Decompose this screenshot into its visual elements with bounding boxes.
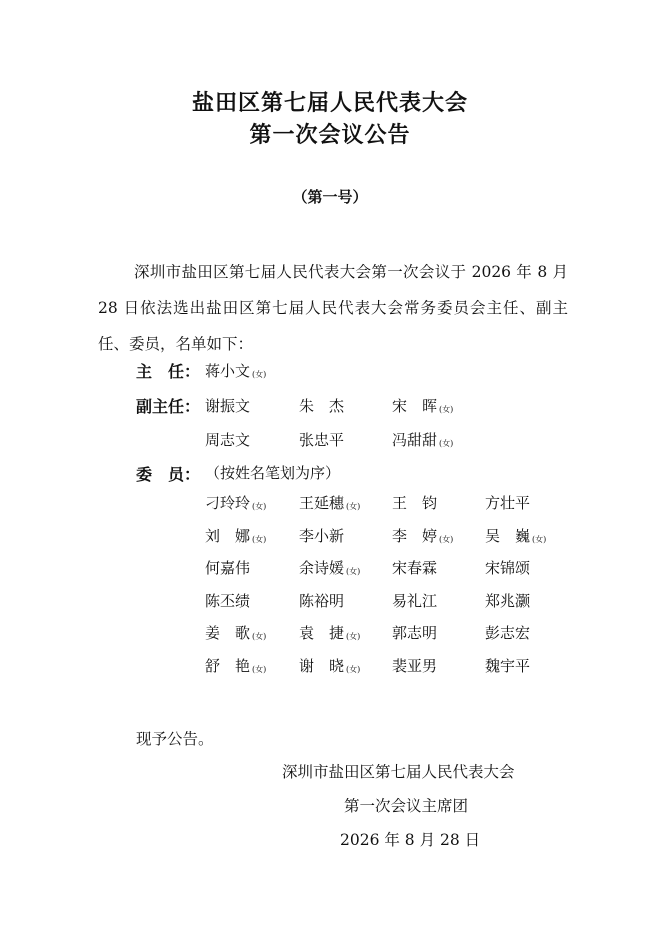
- person-name-text: 郭志明: [392, 624, 438, 642]
- person-name: [205, 655, 266, 676]
- person-name-text: 宋 晖: [392, 397, 438, 415]
- female-marker: (女): [439, 405, 454, 414]
- female-marker: (女): [252, 632, 267, 641]
- person-name: [392, 655, 437, 676]
- person-name: [205, 395, 250, 416]
- person-name: [205, 622, 266, 643]
- person-name-text: 谢 晓: [299, 656, 345, 675]
- person-name-text: 冯甜甜: [392, 431, 438, 449]
- signature-date: 2026 年 8 月 28 日: [340, 831, 481, 849]
- person-name-text: 宋锦颂: [485, 559, 531, 577]
- person-name: [299, 557, 360, 578]
- person-name-text: 魏宇平: [485, 656, 531, 675]
- female-marker: (女): [439, 439, 454, 448]
- female-marker: (女): [439, 534, 454, 544]
- person-name-text: 姜 歌: [205, 624, 251, 642]
- person-name: [299, 655, 360, 676]
- person-name: [299, 590, 344, 611]
- person-name: [392, 395, 453, 416]
- person-name: [392, 429, 453, 450]
- person-name-text: 陈丕绩: [205, 591, 251, 610]
- person-name: [485, 557, 530, 578]
- person-name: [485, 525, 546, 546]
- person-name: [485, 655, 530, 676]
- female-marker: (女): [252, 502, 267, 511]
- person-name-text: 李小新: [299, 526, 345, 545]
- person-name: [299, 492, 360, 513]
- person-name: [299, 395, 344, 416]
- person-name-text: 周志文: [205, 431, 251, 449]
- person-name: [299, 429, 344, 450]
- signature-org: 深圳市盐田区第七届人民代表大会: [282, 763, 515, 781]
- person-name: [205, 429, 250, 450]
- members-label: 委 员：: [136, 465, 201, 484]
- person-name: [485, 622, 530, 643]
- person-name: [392, 557, 437, 578]
- deputy-director-label: 副主任：: [136, 397, 201, 416]
- person-name-text: 蒋小文: [205, 362, 251, 380]
- person-name: [205, 492, 266, 513]
- person-name-text: 何嘉伟: [205, 559, 251, 577]
- person-name-text: 张忠平: [299, 431, 345, 449]
- person-name: [299, 622, 360, 643]
- female-marker: (女): [532, 534, 547, 544]
- title-line-2: 第一次会议公告: [249, 123, 411, 148]
- person-name-text: 易礼江: [392, 591, 438, 610]
- person-name-text: 王 钧: [392, 494, 438, 512]
- person-name: [205, 557, 250, 578]
- person-name: [299, 525, 344, 546]
- person-name-text: 袁 捷: [299, 624, 345, 642]
- person-name-text: 方壮平: [485, 494, 531, 512]
- person-name-text: 裴亚男: [392, 656, 438, 675]
- person-name: [392, 590, 437, 611]
- person-name: [392, 525, 453, 546]
- closing-text: 现予公告。: [136, 730, 214, 748]
- person-name-text: 余诗媛: [299, 559, 345, 577]
- person-name: [205, 590, 250, 611]
- female-marker: (女): [252, 370, 267, 379]
- person-name-text: 陈裕明: [299, 591, 345, 610]
- female-marker: (女): [252, 534, 267, 544]
- person-name-text: 吴 巍: [485, 526, 531, 545]
- person-name-text: 刁玲玲: [205, 494, 251, 512]
- person-name-text: 舒 艳: [205, 656, 251, 675]
- person-name-text: 彭志宏: [485, 624, 531, 642]
- female-marker: (女): [346, 502, 361, 511]
- female-marker: (女): [346, 567, 361, 576]
- announcement-body: 深圳市盐田区第七届人民代表大会第一次会议于 2026 年 8 月 28 日依法选出盐田区第七届人民代表大会常务委员会主任、副主任、委员，名单如下：: [98, 263, 568, 353]
- person-name-text: 朱 杰: [299, 397, 345, 415]
- person-name-text: 谢振文: [205, 397, 251, 415]
- person-name-text: 王延穗: [299, 494, 345, 512]
- person-name-text: 宋春霖: [392, 559, 438, 577]
- person-name: [485, 492, 530, 513]
- members-order-note: （按姓名笔划为序）: [205, 464, 341, 482]
- person-name-text: 刘 娜: [205, 526, 251, 545]
- person-name-text: 李 婷: [392, 526, 438, 545]
- female-marker: (女): [346, 632, 361, 641]
- signature-presidium: 第一次会议主席团: [344, 797, 469, 815]
- person-name: [485, 590, 530, 611]
- person-name: [392, 492, 437, 513]
- person-name: [205, 525, 266, 546]
- female-marker: (女): [252, 664, 267, 674]
- female-marker: (女): [346, 664, 361, 674]
- director-label: 主 任：: [136, 362, 201, 381]
- person-name: [205, 360, 266, 381]
- person-name: [392, 622, 437, 643]
- announcement-number: （第一号）: [292, 188, 368, 206]
- person-name-text: 郑兆灏: [485, 591, 531, 610]
- title-line-1: 盐田区第七届人民代表大会: [191, 91, 468, 116]
